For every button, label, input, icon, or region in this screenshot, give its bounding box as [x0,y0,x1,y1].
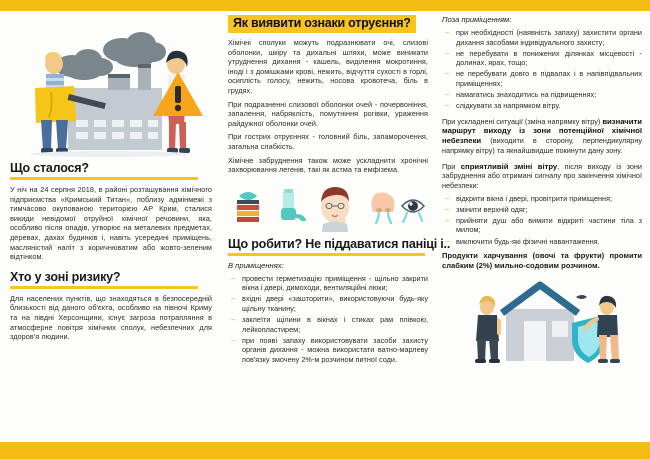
signs-paragraph-3: При гострих отруєннях - головний біль, запаморочення, загальна слабкість. [228,132,428,151]
bottom-accent-bar [0,442,650,459]
favourable-bold: сприятливій зміні вітру [460,161,558,171]
left-section-2-body: Для населених пунктів, що знаходяться в безпосередній близькості від даного об'єкта, особливо на півночі Криму та на півдні Херсонщини, існує загроза потрапляння в атмосферне повітря хімічних сполук, небезпечних для здоров'я людини. [10,293,212,342]
signs-heading: Як виявити ознаки отруєння? [228,15,416,33]
factory-pollution-illustration [10,16,212,158]
list-item: – провести герметизацію приміщення - щільно закрити вікна і двері, димоходи, вентиляційні люки; [240,274,428,293]
symptom-icons-svg [229,182,427,234]
favourable-post: , після виходу із зони забруднення або отримані сигналу про закінчення хімічної небезпеки: [442,161,642,190]
favourable-pre: При [442,161,461,171]
left-section-2-underline [10,286,198,289]
face-sore-throat-icon [321,187,349,232]
runny-nose-icon [371,192,394,223]
left-section-2-heading: Хто у зоні ризику? [10,269,121,284]
list-item: – прийняти душ або вимити відкриті частини тіла з милом; [454,216,642,235]
symptom-icons-illustration [229,182,427,234]
signs-paragraph-4: Хімічне забруднення також може ускладнити хронічні захворювання легенів, такі як астма та емфізема. [228,155,428,175]
complication-paragraph [442,117,642,156]
food-note: Продукти харчування (овочі та фрукти) промити слабким (2%) мильно-содовим розчином. [442,251,642,271]
complication-post: (виходити в сторону, перпендикулярну напрямку вітру) та якнайшвидше покинути дану зону. [442,136,642,155]
favourable-list [442,194,642,246]
left-section-1-underline [10,177,198,180]
signs-paragraph-2: При подразненні слизової оболонки очей - почервоніння, запалення, набряклість, помутніння рогівки, ураження райдужної оболонки очей. [228,99,428,128]
list-item: – вхідні двері «зашторити», використовуючи будь-яку щільну тканину; [240,294,428,313]
signs-heading-wrap [228,14,428,33]
top-accent-bar [0,0,650,11]
signs-paragraph-1: Хімічні сполуки можуть подразнювати очі, слизові оболонки, шкіру та дихальні шляхи, може виникати утруднення дихання - кашель, виділення мокротиння, іноді і з домішками крові, нежить, відчуття сухості в горлі, осиплість голосу, нежить, носова кровотеча, біль в грудях. [228,38,428,95]
list-item: – при необхідності (наявність запаху) захистити органи дихання засобами індивідуального захисту; [454,28,642,47]
favourable-paragraph [442,162,642,191]
house-shield-protection-illustration [444,275,640,367]
indoors-label: В приміщеннях: [228,260,284,270]
factory-pollution-svg [10,16,212,158]
outdoors-list [442,28,642,111]
irritated-eye-icon [402,200,424,222]
todo-underline [228,253,425,256]
list-item: – не перебувати довго в підвалах і в напівпідвальних приміщеннях; [454,69,642,88]
left-column [0,11,222,442]
cough-mucus-icon [237,192,259,222]
list-item: – не перебувати в понижених ділянках місцевості - долинах, ярах, тощо; [454,49,642,68]
list-item: – слідкувати за напрямком вітру. [454,101,642,111]
todo-heading: Що робити? Не піддаватися паніці і.. [228,236,451,251]
outdoors-label: Поза приміщенням: [442,15,512,24]
left-section-1-body: У ніч на 24 серпня 2018, в районі розташування хімічного підприємства «Кримський Титан», поблизу адмінмежі з тимчасово окупованою територією АР Крим, сталися викиди невідомої отруйної хімічної речовини, яка, особливо після опадів, утворює на металевих предметах, деревах, дахах будинків і, навіть усередині приміщень, масляністий наліт з коричнюватим або жовто-зеленим відтінком. [10,185,212,262]
list-item: – намагатись знаходитись на підвищеннях; [454,90,642,100]
list-item: – заклеїти щілини в вікнах і стиках рам плівкою, лейкопластирем; [240,315,428,334]
list-item: – відкрити вікна і двері, провітрити приміщення; [454,194,642,204]
inhaler-icon [281,189,306,221]
list-item: – змінити верхній одяг; [454,205,642,215]
complication-bold: визначити маршрут виходу із зони потенційної хімічної небезпеки [442,116,642,146]
indoors-list [228,274,428,365]
left-section-1-heading: Що сталося? [10,161,89,175]
house-shield-svg [444,275,640,367]
list-item: – виключити будь-які фізичні навантаження. [454,237,642,247]
complication-pre: При ускладнені ситуації (зміна напрямку вітру) [442,116,603,126]
list-item: – при появі запаху використовувати засоби захисту органів дихання - можна використати ватно-марлеву пов'язку змочену 2%-м розчином питної соди. [240,336,428,365]
middle-column [222,11,451,442]
right-column [434,11,650,442]
